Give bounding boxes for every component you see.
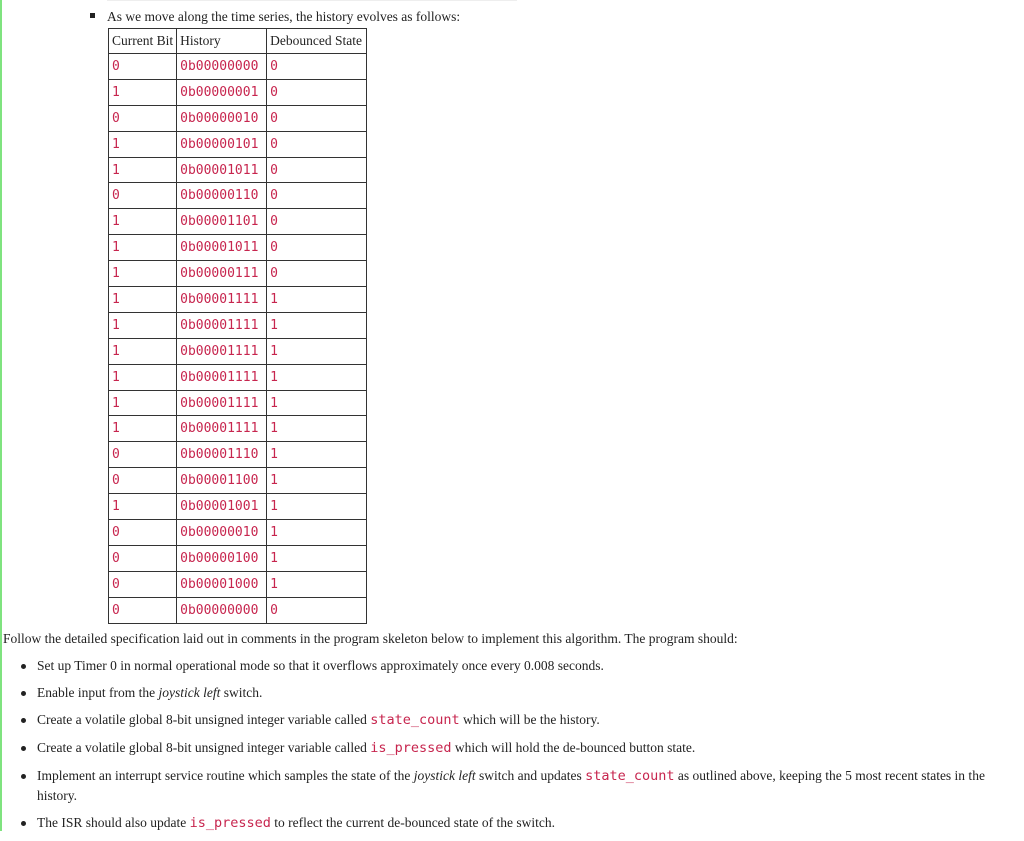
table-row [109,416,367,442]
divider [107,0,517,1]
cell-history: 0b00000101 [177,131,267,157]
cell-history: 0b00000111 [177,261,267,287]
code-is-pressed: is_pressed [189,815,271,831]
follow-paragraph: Follow the detailed specification laid out in comments in the program skeleton below to implement this algorithm. The program should: [3,631,738,646]
cell-current-bit: 0 [109,105,177,131]
cell-current-bit: 1 [109,79,177,105]
spec-list [18,656,1018,841]
table-row [109,157,367,183]
cell-history: 0b00001111 [177,338,267,364]
switch-name: joystick left [413,768,476,783]
square-bullet-icon [90,13,95,18]
list-item [18,683,1018,702]
cell-debounced-state: 0 [267,209,367,235]
cell-debounced-state: 1 [267,520,367,546]
cell-current-bit: 1 [109,338,177,364]
table-row [109,209,367,235]
table-row [109,54,367,80]
cell-debounced-state: 1 [267,494,367,520]
cell-history: 0b00001111 [177,312,267,338]
cell-debounced-state: 1 [267,545,367,571]
spec-text: switch. [220,685,263,700]
cell-history: 0b00001111 [177,364,267,390]
cell-history: 0b00000010 [177,520,267,546]
table-row [109,597,367,623]
cell-current-bit: 0 [109,468,177,494]
cell-debounced-state: 1 [267,390,367,416]
code-state-count: state_count [370,712,460,728]
spec-text: The ISR should also update [37,815,190,830]
header-debounced-state: Debounced State [267,29,367,54]
cell-history: 0b00001001 [177,494,267,520]
cell-history: 0b00001101 [177,209,267,235]
cell-current-bit: 1 [109,494,177,520]
spec-text: to reflect the current de-bounced state of the switch. [270,815,556,830]
cell-current-bit: 1 [109,416,177,442]
cell-current-bit: 0 [109,54,177,80]
cell-history: 0b00001011 [177,157,267,183]
header-current-bit: Current Bit [109,29,177,54]
cell-debounced-state: 1 [267,571,367,597]
spec-text: as outlined above, keeping the 5 most recent states in the history. [37,768,985,803]
cell-current-bit: 0 [109,545,177,571]
code-state-count: state_count [585,768,675,784]
table-row [109,545,367,571]
cell-current-bit: 1 [109,390,177,416]
cell-current-bit: 0 [109,183,177,209]
cell-debounced-state: 0 [267,131,367,157]
cell-history: 0b00000000 [177,597,267,623]
table-row [109,442,367,468]
cell-debounced-state: 1 [267,416,367,442]
list-item [18,710,1018,730]
cell-current-bit: 0 [109,520,177,546]
cell-history: 0b00001111 [177,287,267,313]
cell-debounced-state: 1 [267,364,367,390]
table-row [109,183,367,209]
spec-text: which will be the history. [459,712,600,727]
cell-debounced-state: 0 [267,597,367,623]
list-item [18,738,1018,758]
spec-text: Implement an interrupt service routine which samples the state of the [37,768,414,783]
cell-history: 0b00000000 [177,54,267,80]
cell-history: 0b00001000 [177,571,267,597]
cell-debounced-state: 0 [267,261,367,287]
cell-current-bit: 1 [109,312,177,338]
intro-bullet [90,9,460,25]
spec-text: switch and updates [475,768,586,783]
cell-current-bit: 1 [109,209,177,235]
cell-history: 0b00001100 [177,468,267,494]
spec-text: Enable input from the [37,685,159,700]
cell-history: 0b00000010 [177,105,267,131]
list-item [18,766,1018,805]
table-row [109,494,367,520]
cell-debounced-state: 1 [267,442,367,468]
cell-current-bit: 0 [109,571,177,597]
table-row [109,105,367,131]
cell-debounced-state: 0 [267,157,367,183]
table-row [109,390,367,416]
cell-history: 0b00000110 [177,183,267,209]
cell-current-bit: 1 [109,261,177,287]
table-header-row [109,29,367,54]
spec-text: which will hold the de-bounced button state. [451,740,696,755]
table-row [109,312,367,338]
table-row [109,287,367,313]
spec-text: Create a volatile global 8-bit unsigned integer variable called [37,740,371,755]
table-row [109,520,367,546]
cell-history: 0b00000100 [177,545,267,571]
cell-current-bit: 1 [109,131,177,157]
cell-current-bit: 0 [109,597,177,623]
cell-current-bit: 1 [109,235,177,261]
list-item [18,813,1018,833]
history-table [108,28,367,624]
cell-history: 0b00001011 [177,235,267,261]
cell-current-bit: 1 [109,157,177,183]
table-row [109,468,367,494]
header-history: History [177,29,267,54]
table-row [109,571,367,597]
left-accent-bar [0,0,2,831]
intro-text: As we move along the time series, the history evolves as follows: [107,9,461,24]
cell-debounced-state: 1 [267,287,367,313]
cell-current-bit: 1 [109,364,177,390]
cell-history: 0b00001111 [177,390,267,416]
cell-history: 0b00001110 [177,442,267,468]
cell-history: 0b00001111 [177,416,267,442]
cell-current-bit: 1 [109,287,177,313]
switch-name: joystick left [158,685,221,700]
code-is-pressed: is_pressed [370,740,452,756]
cell-debounced-state: 0 [267,183,367,209]
cell-debounced-state: 1 [267,338,367,364]
table-row [109,261,367,287]
cell-debounced-state: 0 [267,105,367,131]
table-row [109,79,367,105]
table-row [109,131,367,157]
list-item [18,656,1018,675]
cell-debounced-state: 0 [267,54,367,80]
table-row [109,364,367,390]
cell-history: 0b00000001 [177,79,267,105]
cell-debounced-state: 1 [267,312,367,338]
spec-text: Set up Timer 0 in normal operational mode so that it overflows approximately once every 0.008 seconds. [37,658,604,673]
spec-text: Create a volatile global 8-bit unsigned integer variable called [37,712,371,727]
cell-current-bit: 0 [109,442,177,468]
cell-debounced-state: 1 [267,468,367,494]
table-row [109,235,367,261]
table-row [109,338,367,364]
cell-debounced-state: 0 [267,235,367,261]
cell-debounced-state: 0 [267,79,367,105]
